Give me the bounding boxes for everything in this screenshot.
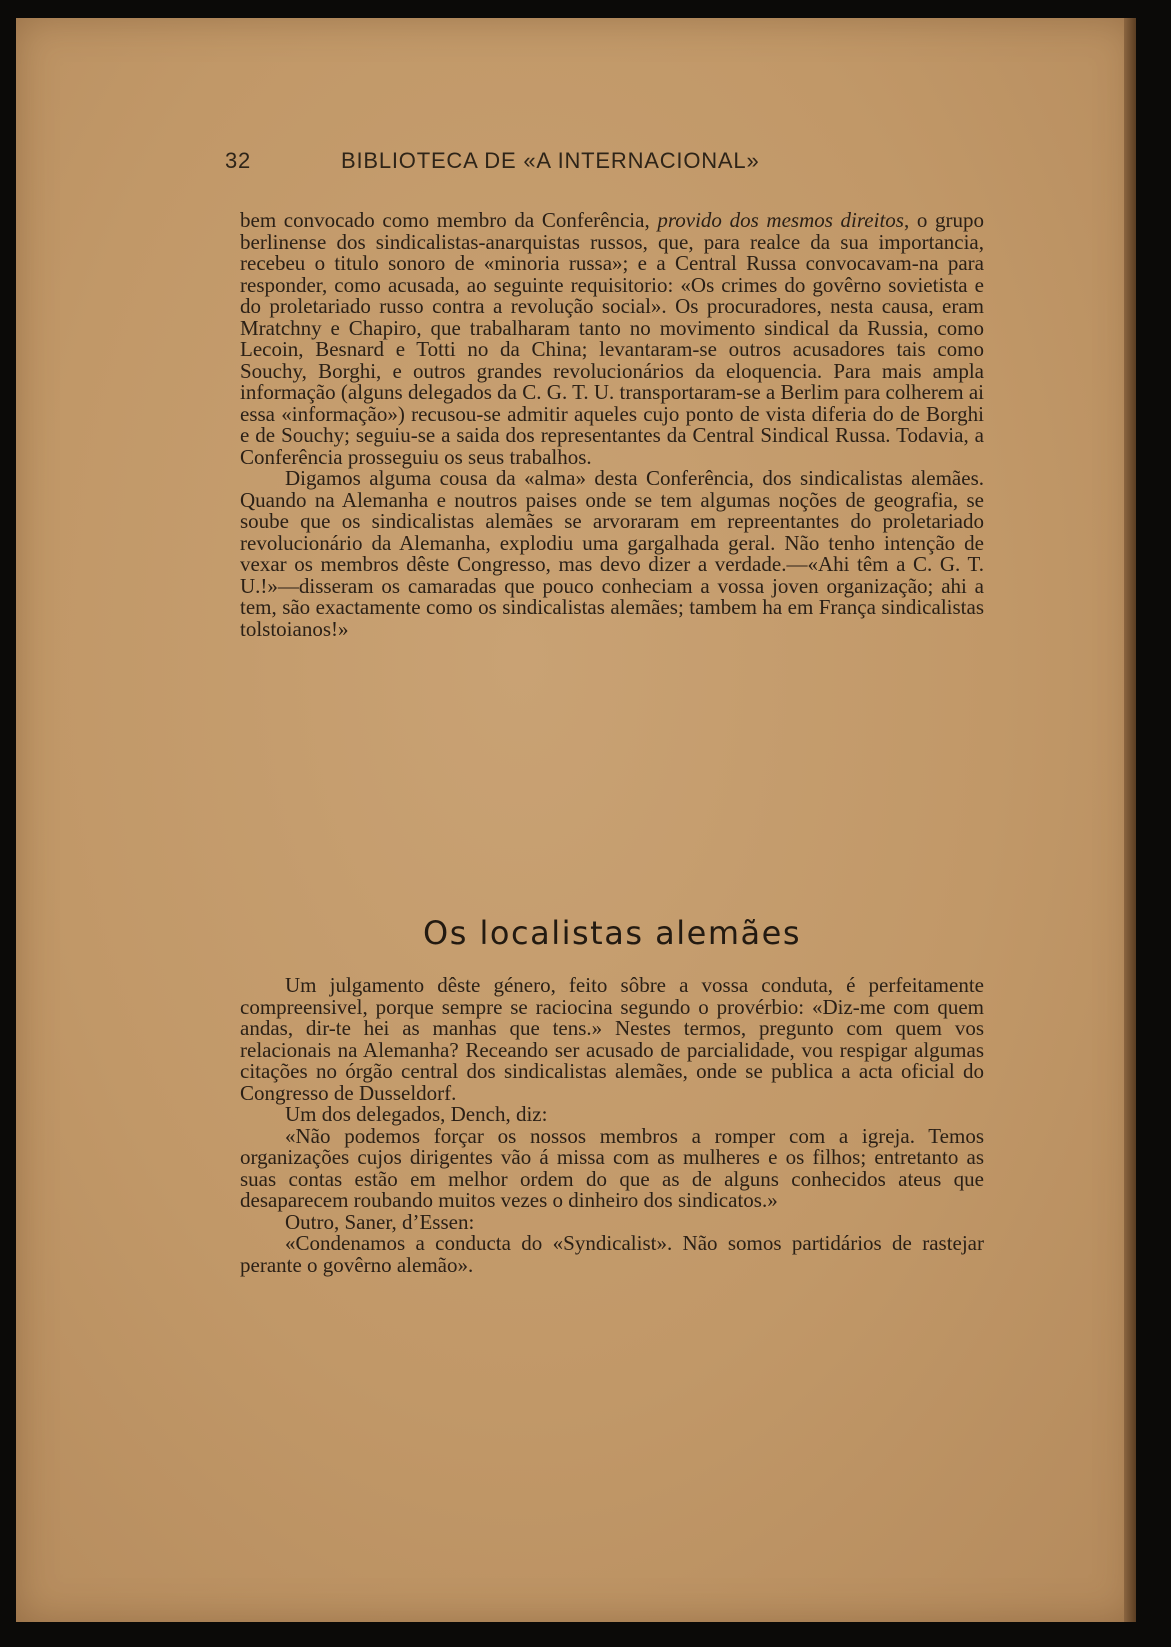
page-edge [1124, 18, 1136, 1622]
running-title: BIBLIOTECA DE «A INTERNACIONAL» [341, 148, 760, 173]
page-number: 32 [225, 148, 252, 173]
section-paragraph-1: Um julgamento dêste género, feito sôbre a vossa conduta, é perfeitamente compreensivel, porque sempre se raciocina segundo o provérbio: «Diz-me com quem andas, dir-te hei as manhas que tens.» Nestes termos, pregunto com quem vos relacionais na Alemanha? Receando ser acusado de parcialidade, vou respigar algumas citações no órgão central dos sindicalistas alemães, onde se publica a acta oficial do Congresso de Dusseldorf. [240, 973, 984, 1105]
section-heading: Os localistas alemães [423, 914, 801, 952]
section-paragraph-4: Outro, Saner, d’Essen: [285, 1209, 475, 1234]
paragraph-1 [240, 210, 984, 468]
section-quote-1: «Não podemos forçar os nossos membros a romper com a igreja. Temos organizações cujos dirigentes vão á missa com as mulheres e os filhos; entretanto as suas contas estão em melhor ordem do que as de alguns conhecidos ateus que desaparecem roubando muitos vezes o dinheiro dos sindicatos.» [240, 1123, 984, 1212]
section-text [240, 975, 984, 1276]
body-text [240, 210, 984, 640]
paragraph-1-italic: provido dos mesmos direitos [657, 208, 904, 232]
paragraph-1-rest: , o grupo berlinense dos sindicalistas-anarquistas russos, que, para realce da sua importancia, recebeu o titulo sonoro de «minoria russa»; e a Central Russa convocavam-na para responder, como acusada, ao seguinte requisitorio: «Os crimes do govêrno sovietista e do proletariado russo contra a revolução social». Os procuradores, nesta causa, eram Mratchny e Chapiro, que trabalharam tanto no movimento sindical da Russia, como Lecoin, Besnard e Totti no da China; levantaram-se outros acusadores tais como Souchy, Borghi, e outros grandes revolucionários da eloquencia. Para mais ampla informação (alguns delegados da C. G. T. U. transportaram-se a Berlim para colherem ai essa «informação») recusou-se admitir aqueles cujo ponto de vista diferia do de Borghi e de Souchy; seguiu-se a saida dos representantes da Central Sindical Russa. Todavia, a Conferência prosseguiu os seus trabalhos. [240, 208, 985, 469]
paragraph-1-start: bem convocado como membro da Conferência, [240, 208, 658, 232]
section-quote-2: «Condenamos a conducta do «Syndicalist». Não somos partidários de rastejar perante o govêrno alemão». [240, 1231, 984, 1277]
section-paragraph-2: Um dos delegados, Dench, diz: [285, 1102, 548, 1126]
running-head [225, 148, 985, 174]
paragraph-2: Digamos alguma cousa da «alma» desta Conferência, dos sindicalistas alemães. Quando na Alemanha e noutros paises onde se tem algumas noções de geografia, se soube que os sindicalistas alemães se arvoraram em repreentantes do proletariado revolucionário da Alemanha, explodiu uma gargalhada geral. Não tenho intenção de vexar os membros dêste Congresso, mas devo dizer a verdade.—«Ahi têm a C. G. T. U.!»—disseram os camaradas que pouco conheciam a vossa joven organização; ahi a tem, são exactamente como os sindicalistas alemães; tambem ha em França sindicalistas tolstoianos!» [240, 466, 984, 641]
